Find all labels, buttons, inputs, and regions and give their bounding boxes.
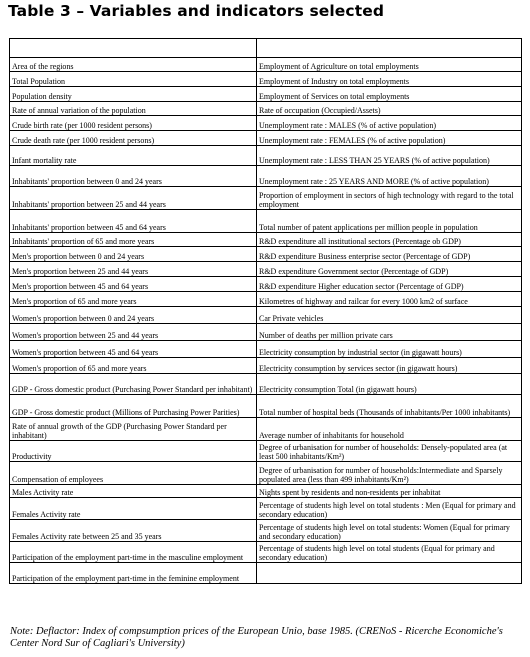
indicator-cell: R&D expenditure Government sector (Percentage of GDP) — [257, 262, 522, 277]
area-variable-cell: Men's proportion between 45 and 64 years — [10, 277, 257, 292]
area-variable-cell: Women's proportion of 65 and more years — [10, 358, 257, 374]
table-row — [10, 358, 522, 374]
table-row — [10, 418, 522, 441]
area-variable-cell: Rate of annual growth of the GDP (Purchasing Power Standard per inhabitant) — [10, 418, 257, 441]
area-variable-cell: Men's proportion of 65 and more years — [10, 292, 257, 307]
indicator-cell: Total number of patent applications per million people in population — [257, 210, 522, 233]
indicator-cell: R&D expenditure Business enterprise sector (Percentage of GDP) — [257, 247, 522, 262]
indicator-cell: Car Private vehicles — [257, 307, 522, 324]
table-row — [10, 498, 522, 520]
table-row — [10, 542, 522, 563]
table-row — [10, 131, 522, 146]
indicator-cell: Unemployment rate : 25 YEARS AND MORE (% of active population) — [257, 166, 522, 187]
indicator-cell: Employment of Services on total employments — [257, 87, 522, 102]
indicator-cell: Nights spent by residents and non-residents per inhabitat — [257, 485, 522, 498]
indicator-cell: Percentage of students high level on total students: Women (Equal for primary and secondary education) — [257, 520, 522, 542]
area-variable-cell: Rate of annual variation of the population — [10, 102, 257, 116]
table-row — [10, 87, 522, 102]
table-row — [10, 563, 522, 584]
table-row — [10, 277, 522, 292]
indicator-cell: Electricity consumption Total (in gigawatt hours) — [257, 374, 522, 395]
area-variable-cell: Area of the regions — [10, 58, 257, 72]
area-variable-cell: Population density — [10, 87, 257, 102]
area-variable-cell: GDP - Gross domestic product (Purchasing Power Standard per inhabitant) — [10, 374, 257, 395]
indicator-cell: R&D expenditure all institutional sectors (Percentage ob GDP) — [257, 233, 522, 247]
indicator-cell: Degree of urbanisation for number of households:Intermediate and Sparsely populated area (less than 499 inhabitants/Km²) — [257, 462, 522, 485]
table-row — [10, 58, 522, 72]
area-variable-cell: Females Activity rate — [10, 498, 257, 520]
variables-table-body — [10, 39, 522, 584]
area-variable-cell: Women's proportion between 0 and 24 years — [10, 307, 257, 324]
area-variable-cell: GDP - Gross domestic product (Millions of Purchasing Power Parities) — [10, 395, 257, 418]
table-row — [10, 247, 522, 262]
table-row — [10, 262, 522, 277]
table-row — [10, 292, 522, 307]
table-row — [10, 341, 522, 358]
table-row — [10, 462, 522, 485]
indicator-cell: Rate of occupation (Occupied/Assets) — [257, 102, 522, 116]
area-variable-cell: Inhabitants' proportion of 65 and more years — [10, 233, 257, 247]
table-row — [10, 307, 522, 324]
indicator-cell — [257, 563, 522, 584]
indicator-cell: Electricity consumption by industrial sector (in gigawatt hours) — [257, 341, 522, 358]
table-row — [10, 395, 522, 418]
area-variable-cell: Men's proportion between 25 and 44 years — [10, 262, 257, 277]
indicator-cell: Percentage of students high level on total students : Men (Equal for primary and secondary education) — [257, 498, 522, 520]
area-variable-cell: Women's proportion between 25 and 44 years — [10, 324, 257, 341]
table-row — [10, 233, 522, 247]
table-title: Table 3 – Variables and indicators selected — [8, 2, 385, 20]
table-row — [10, 39, 522, 58]
area-variable-cell: Women's proportion between 45 and 64 years — [10, 341, 257, 358]
indicator-cell: Employment of Industry on total employments — [257, 72, 522, 87]
area-variable-cell: Males Activity rate — [10, 485, 257, 498]
area-variable-cell: Inhabitants' proportion between 0 and 24 years — [10, 166, 257, 187]
area-variable-cell: Infant mortality rate — [10, 146, 257, 166]
table-row — [10, 116, 522, 131]
table-note: Note: Deflactor: Index of compsumption prices of the European Unio, base 1985. (CRENoS - Ricerche Economiche's Center Nord Sur of Cagliari's University) — [10, 626, 503, 649]
area-variable-cell: Participation of the employment part-time in the feminine employment — [10, 563, 257, 584]
indicator-cell: R&D expenditure Higher education sector (Percentage of GDP) — [257, 277, 522, 292]
area-variable-cell: Inhabitants' proportion between 45 and 64 years — [10, 210, 257, 233]
table-row — [10, 520, 522, 542]
table-row — [10, 187, 522, 210]
indicator-cell: Kilometres of highway and railcar for every 1000 km2 of surface — [257, 292, 522, 307]
area-variable-cell: Participation of the employment part-time in the masculine employment — [10, 542, 257, 563]
table-row — [10, 210, 522, 233]
area-variable-cell — [10, 39, 257, 58]
indicator-cell — [257, 39, 522, 58]
indicator-cell: Electricity consumption by services sector (in gigawatt hours) — [257, 358, 522, 374]
indicator-cell: Unemployment rate : LESS THAN 25 YEARS (% of active population) — [257, 146, 522, 166]
indicator-cell: Degree of urbanisation for number of households: Densely-populated area (at least 500 inhabitants/Km²) — [257, 441, 522, 462]
indicator-cell: Unemployment rate : FEMALES (% of active population) — [257, 131, 522, 146]
indicator-cell: Proportion of employment in sectors of high technology with regard to the total employment — [257, 187, 522, 210]
table-row — [10, 441, 522, 462]
area-variable-cell: Men's proportion between 0 and 24 years — [10, 247, 257, 262]
indicator-cell: Employment of Agriculture on total employments — [257, 58, 522, 72]
variables-table — [9, 38, 522, 584]
table-row — [10, 146, 522, 166]
area-variable-cell: Crude birth rate (per 1000 resident persons) — [10, 116, 257, 131]
table-row — [10, 102, 522, 116]
area-variable-cell: Females Activity rate between 25 and 35 years — [10, 520, 257, 542]
indicator-cell: Total number of hospital beds (Thousands of inhabitants/Per 1000 inhabitants) — [257, 395, 522, 418]
indicator-cell: Unemployment rate : MALES (% of active population) — [257, 116, 522, 131]
table-row — [10, 324, 522, 341]
area-variable-cell: Crude death rate (per 1000 resident persons) — [10, 131, 257, 146]
indicator-cell: Average number of inhabitants for household — [257, 418, 522, 441]
area-variable-cell: Total Population — [10, 72, 257, 87]
table-row — [10, 72, 522, 87]
area-variable-cell: Inhabitants' proportion between 25 and 44 years — [10, 187, 257, 210]
indicator-cell: Percentage of students high level on total students (Equal for primary and secondary education) — [257, 542, 522, 563]
table-row — [10, 166, 522, 187]
area-variable-cell: Productivity — [10, 441, 257, 462]
table-row — [10, 374, 522, 395]
table-row — [10, 485, 522, 498]
indicator-cell: Number of deaths per million private cars — [257, 324, 522, 341]
area-variable-cell: Compensation of employees — [10, 462, 257, 485]
